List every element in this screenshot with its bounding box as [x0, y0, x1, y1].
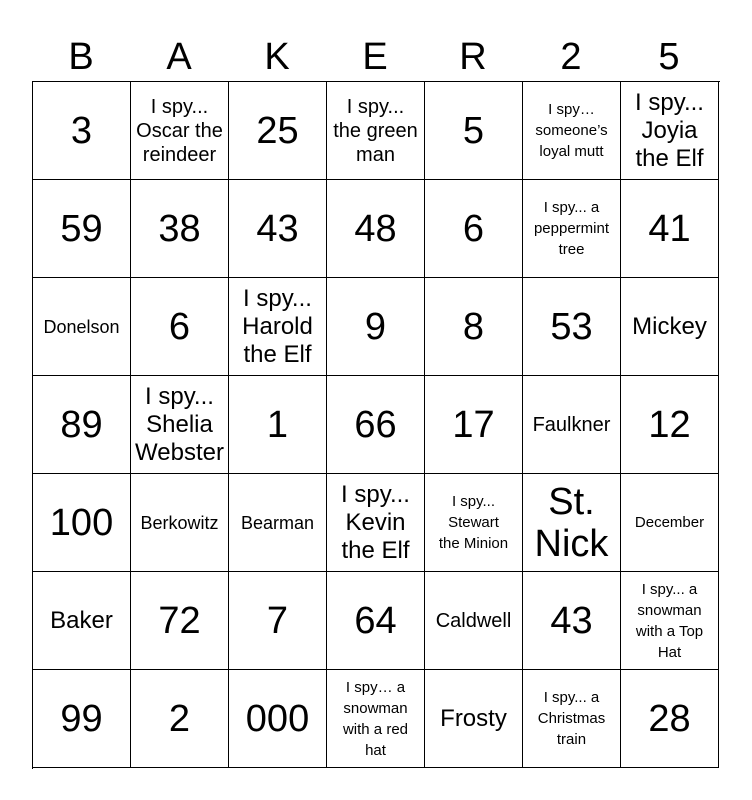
bingo-cell[interactable] — [33, 278, 131, 376]
bingo-cell-text: I spy… a snowman with a red hat — [342, 678, 409, 759]
bingo-cell[interactable] — [229, 82, 327, 180]
bingo-cell-text: 12 — [648, 403, 691, 446]
bingo-cell-text: 6 — [168, 305, 191, 348]
bingo-cell[interactable] — [229, 474, 327, 572]
bingo-cell[interactable] — [523, 82, 621, 180]
bingo-cell[interactable] — [229, 670, 327, 768]
bingo-cell[interactable] — [131, 670, 229, 768]
bingo-cell-text: I spy... a peppermint tree — [533, 199, 610, 258]
bingo-cell[interactable] — [327, 572, 425, 670]
header-letter-k: K — [264, 36, 290, 78]
bingo-cell[interactable] — [621, 278, 719, 376]
bingo-cell[interactable] — [425, 376, 523, 474]
bingo-cell-text: I spy… someone’s loyal mutt — [535, 101, 608, 160]
bingo-cell-text: I spy... Oscar the reindeer — [136, 95, 223, 166]
bingo-cell-text: December — [634, 514, 705, 531]
bingo-cell[interactable] — [33, 82, 131, 180]
header-letter-e: E — [362, 36, 388, 78]
bingo-cell[interactable] — [425, 572, 523, 670]
bingo-cell-text: 41 — [648, 207, 691, 250]
bingo-cell-text: 64 — [354, 599, 397, 642]
bingo-cell-text: I spy... Shelia Webster — [135, 382, 224, 466]
bingo-cell[interactable] — [523, 180, 621, 278]
bingo-cell-text: 72 — [158, 599, 201, 642]
bingo-cell-text: 3 — [70, 109, 93, 152]
bingo-cell[interactable] — [425, 180, 523, 278]
bingo-cell-text: 43 — [256, 207, 299, 250]
bingo-cell[interactable] — [229, 180, 327, 278]
bingo-cell[interactable] — [131, 82, 229, 180]
bingo-cell-text: Baker — [50, 606, 113, 634]
bingo-cell-text: 25 — [256, 109, 299, 152]
bingo-cell-text: 66 — [354, 403, 397, 446]
bingo-cell[interactable] — [33, 376, 131, 474]
bingo-cell[interactable] — [131, 474, 229, 572]
bingo-cell-text: I spy... a Christmas train — [537, 689, 606, 748]
header-letter-b: B — [68, 36, 94, 78]
bingo-cell[interactable] — [229, 376, 327, 474]
bingo-cell[interactable] — [621, 376, 719, 474]
header-digit-2: 2 — [560, 36, 582, 78]
bingo-cell-text: I spy... Stewart the Minion — [438, 493, 509, 552]
bingo-cell-text: 48 — [354, 207, 397, 250]
bingo-cell[interactable] — [425, 82, 523, 180]
bingo-cell[interactable] — [621, 572, 719, 670]
bingo-cell[interactable] — [523, 572, 621, 670]
bingo-cell-text: 100 — [49, 501, 114, 544]
bingo-cell-text: 000 — [245, 697, 310, 740]
bingo-cell-text: I spy... Harold the Elf — [242, 284, 313, 368]
bingo-board — [32, 81, 720, 769]
bingo-cell-text: Donelson — [43, 316, 120, 337]
bingo-cell-text: Faulkner — [532, 413, 611, 436]
bingo-cell[interactable] — [425, 278, 523, 376]
bingo-cell-text: 1 — [266, 403, 289, 446]
bingo-cell[interactable] — [131, 376, 229, 474]
bingo-cell-text: 2 — [168, 697, 191, 740]
bingo-cell-text: Berkowitz — [140, 512, 219, 533]
bingo-cell[interactable] — [621, 82, 719, 180]
bingo-cell[interactable] — [33, 670, 131, 768]
bingo-cell[interactable] — [131, 278, 229, 376]
bingo-cell-text: 9 — [364, 305, 387, 348]
bingo-cell-text: Mickey — [632, 312, 707, 340]
bingo-cell-text: 59 — [60, 207, 103, 250]
bingo-cell-text: 43 — [550, 599, 593, 642]
bingo-cell[interactable] — [131, 572, 229, 670]
bingo-cell-text: 7 — [266, 599, 289, 642]
bingo-cell[interactable] — [621, 670, 719, 768]
bingo-cell[interactable] — [327, 278, 425, 376]
bingo-cell[interactable] — [33, 180, 131, 278]
bingo-cell[interactable] — [327, 180, 425, 278]
bingo-cell-text: 89 — [60, 403, 103, 446]
bingo-cell[interactable] — [327, 474, 425, 572]
bingo-header — [32, 33, 718, 81]
bingo-cell-text: 53 — [550, 305, 593, 348]
bingo-cell[interactable] — [523, 474, 621, 572]
bingo-cell-text: Frosty — [440, 704, 507, 732]
bingo-cell[interactable] — [523, 278, 621, 376]
bingo-cell[interactable] — [131, 180, 229, 278]
bingo-cell-text: I spy... Joyia the Elf — [635, 88, 704, 172]
bingo-cell[interactable] — [229, 572, 327, 670]
bingo-cell-text: I spy... a snowman with a Top Hat — [635, 580, 704, 661]
bingo-cell-text: I spy... Kevin the Elf — [341, 480, 410, 564]
bingo-cell[interactable] — [229, 278, 327, 376]
bingo-cell[interactable] — [327, 376, 425, 474]
bingo-cell[interactable] — [327, 82, 425, 180]
bingo-cell-text: 5 — [462, 109, 485, 152]
bingo-cell[interactable] — [425, 474, 523, 572]
bingo-cell[interactable] — [621, 180, 719, 278]
bingo-cell-text: St. Nick — [534, 480, 609, 565]
bingo-cell-text: 99 — [60, 697, 103, 740]
bingo-cell-text: 8 — [462, 305, 485, 348]
bingo-cell-text: Bearman — [240, 512, 315, 533]
bingo-cell[interactable] — [523, 670, 621, 768]
bingo-cell[interactable] — [327, 670, 425, 768]
bingo-cell[interactable] — [33, 474, 131, 572]
bingo-cell[interactable] — [523, 376, 621, 474]
bingo-cell-text: 6 — [462, 207, 485, 250]
bingo-cell[interactable] — [425, 670, 523, 768]
header-digit-5: 5 — [658, 36, 680, 78]
bingo-cell-text: Caldwell — [435, 609, 512, 632]
header-letter-r: R — [459, 36, 487, 78]
bingo-cell[interactable] — [621, 474, 719, 572]
bingo-cell-text: 38 — [158, 207, 201, 250]
bingo-cell-text: I spy... the green man — [333, 95, 418, 166]
bingo-cell-text: 17 — [452, 403, 495, 446]
bingo-cell[interactable] — [33, 572, 131, 670]
bingo-cell-text: 28 — [648, 697, 691, 740]
header-letter-a: A — [166, 36, 192, 78]
